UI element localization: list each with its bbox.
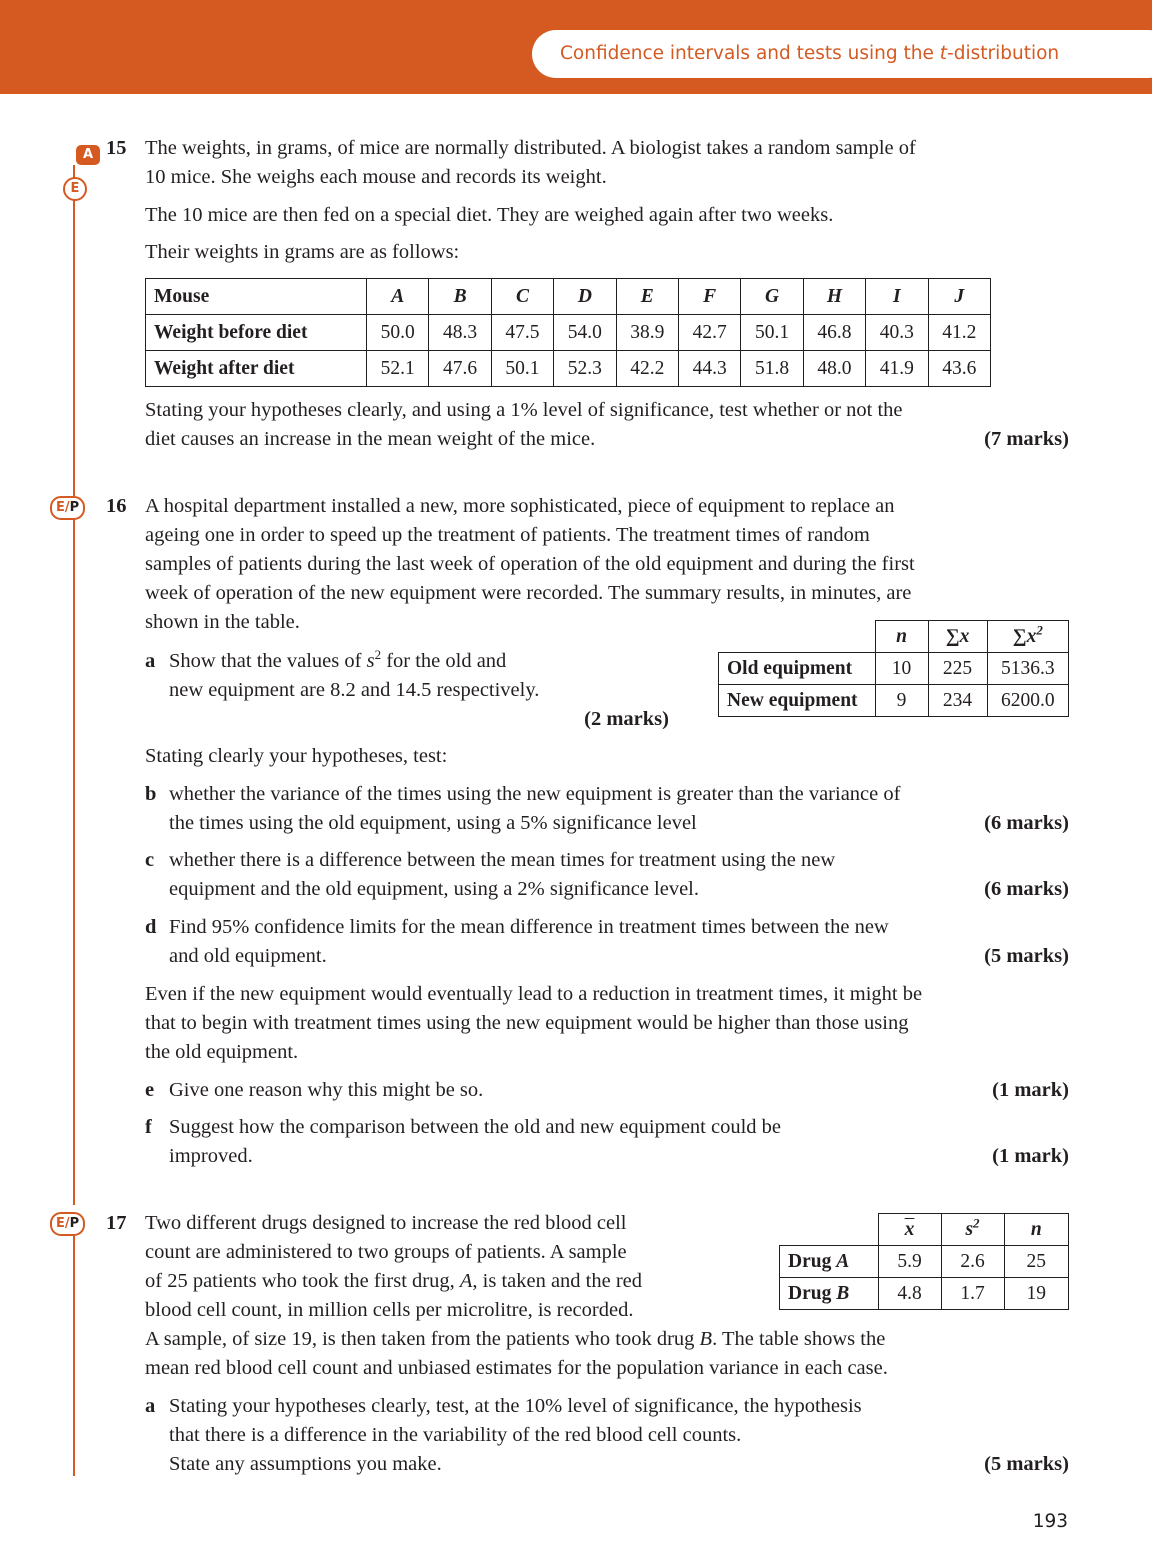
question-number-15: 15 bbox=[106, 137, 127, 159]
q17-part-a: a Stating your hypotheses clearly, test, at the 10% level of significance, the hypothesis that there is a difference in the variability of the red blood cell counts. State any assumptions you make. (5 marks) bbox=[145, 1392, 1069, 1479]
q16-context: Even if the new equipment would eventually lead to a reduction in treatment times, it might be that to begin with treatment times using the new equipment would be higher than those using the old equipment. bbox=[145, 983, 923, 1063]
exam-tag-e: E bbox=[63, 177, 87, 201]
margin-rule-q17 bbox=[73, 1233, 75, 1476]
marks-label: (6 marks) bbox=[984, 878, 1069, 900]
table-row: New equipment 9 234 6200.0 bbox=[719, 685, 1069, 717]
marks-label: (7 marks) bbox=[984, 428, 1069, 450]
table-row: Weight after diet 52.1 47.6 50.1 52.3 42.2 44.3 51.8 48.0 41.9 43.6 bbox=[146, 351, 991, 387]
table-row: Drug A 5.9 2.6 25 bbox=[780, 1246, 1069, 1278]
question-number-16: 16 bbox=[106, 495, 127, 517]
table-header-row: Mouse A B C D E F G H I J bbox=[146, 279, 991, 315]
q15-paragraph-3: Their weights in grams are as follows: bbox=[145, 241, 460, 263]
exam-problem-tag-q16: E/P bbox=[50, 496, 85, 520]
q16-part-e: e Give one reason why this might be so. (1 mark) bbox=[145, 1076, 1069, 1105]
question-number-17: 17 bbox=[106, 1212, 127, 1234]
q17-intro: Two different drugs designed to increase the red blood cell count are administered to two groups of patients. A sample of 25 patients who took the first drug, A, is taken and the red blood cell count, in million cells per microlitre, is recorded. A sample, of size 19, is then taken from the patients who took drug B. The table shows the mean red blood cell count and unbiased estimates for the population variance in each case. bbox=[145, 1212, 888, 1379]
margin-rule-q16 bbox=[73, 515, 75, 1205]
q16-intro: A hospital department installed a new, more sophisticated, piece of equipment to replace an ageing one in order to speed up the treatment of patients. The treatment times of random samples of patients during the last week of operation of the old equipment and during the first week of operation of the new equipment were recorded. The summary results, in minutes, are shown in the table. bbox=[145, 495, 915, 633]
equipment-summary-table bbox=[718, 620, 1069, 717]
marks-label: (6 marks) bbox=[984, 812, 1069, 834]
mice-weights-table bbox=[145, 278, 991, 387]
q16-part-b: b whether the variance of the times using the new equipment is greater than the variance of the times using the old equipment, using a 5% significance level (6 marks) bbox=[145, 780, 1069, 838]
table-row: Drug B 4.8 1.7 19 bbox=[780, 1278, 1069, 1310]
marks-label: (1 mark) bbox=[992, 1145, 1069, 1167]
exam-problem-tag-q17: E/P bbox=[50, 1212, 85, 1236]
page-title: Confidence intervals and tests using the t-distribution bbox=[560, 43, 1060, 64]
q16-part-c: c whether there is a difference between the mean times for treatment using the new equipment and the old equipment, using a 2% significance level. (6 marks) bbox=[145, 846, 1069, 904]
table-row: Weight before diet 50.0 48.3 47.5 54.0 38.9 42.7 50.1 46.8 40.3 41.2 bbox=[146, 315, 991, 351]
q16-part-a: a Show that the values of $s^2$ for the old and new equipment are 8.2 and 14.5 respectively. (2 marks) bbox=[145, 647, 669, 734]
page-number: 193 bbox=[1032, 1511, 1068, 1532]
q16-part-d: d Find 95% confidence limits for the mean difference in treatment times between the new and old equipment. (5 marks) bbox=[145, 913, 1069, 971]
marks-label: (2 marks) bbox=[584, 708, 669, 730]
assessment-tag-a: A bbox=[76, 145, 100, 165]
marks-label: (5 marks) bbox=[984, 945, 1069, 967]
q15-paragraph-2: The 10 mice are then fed on a special diet. They are weighed again after two weeks. bbox=[145, 204, 834, 226]
q15-intro: The weights, in grams, of mice are normally distributed. A biologist takes a random sample of 10 mice. She weighs each mouse and records its weight. bbox=[145, 137, 916, 188]
margin-rule-q15 bbox=[73, 165, 75, 500]
table-header-row: n ∑x $\sum x^2$ bbox=[719, 621, 1069, 653]
q15-task: Stating your hypotheses clearly, and using a 1% level of significance, test whether or not the diet causes an increase in the mean weight of the mice. (7 marks) bbox=[145, 396, 1069, 454]
table-row: Old equipment 10 225 5136.3 bbox=[719, 653, 1069, 685]
table-header-row: $\overline{x}$ $s^2$ n bbox=[780, 1214, 1069, 1246]
q16-part-f: f Suggest how the comparison between the old and new equipment could be improved. (1 mark) bbox=[145, 1113, 1069, 1171]
marks-label: (5 marks) bbox=[984, 1453, 1069, 1475]
q16-stem: Stating clearly your hypotheses, test: bbox=[145, 745, 448, 767]
drug-summary-table bbox=[779, 1213, 1069, 1310]
marks-label: (1 mark) bbox=[992, 1079, 1069, 1101]
